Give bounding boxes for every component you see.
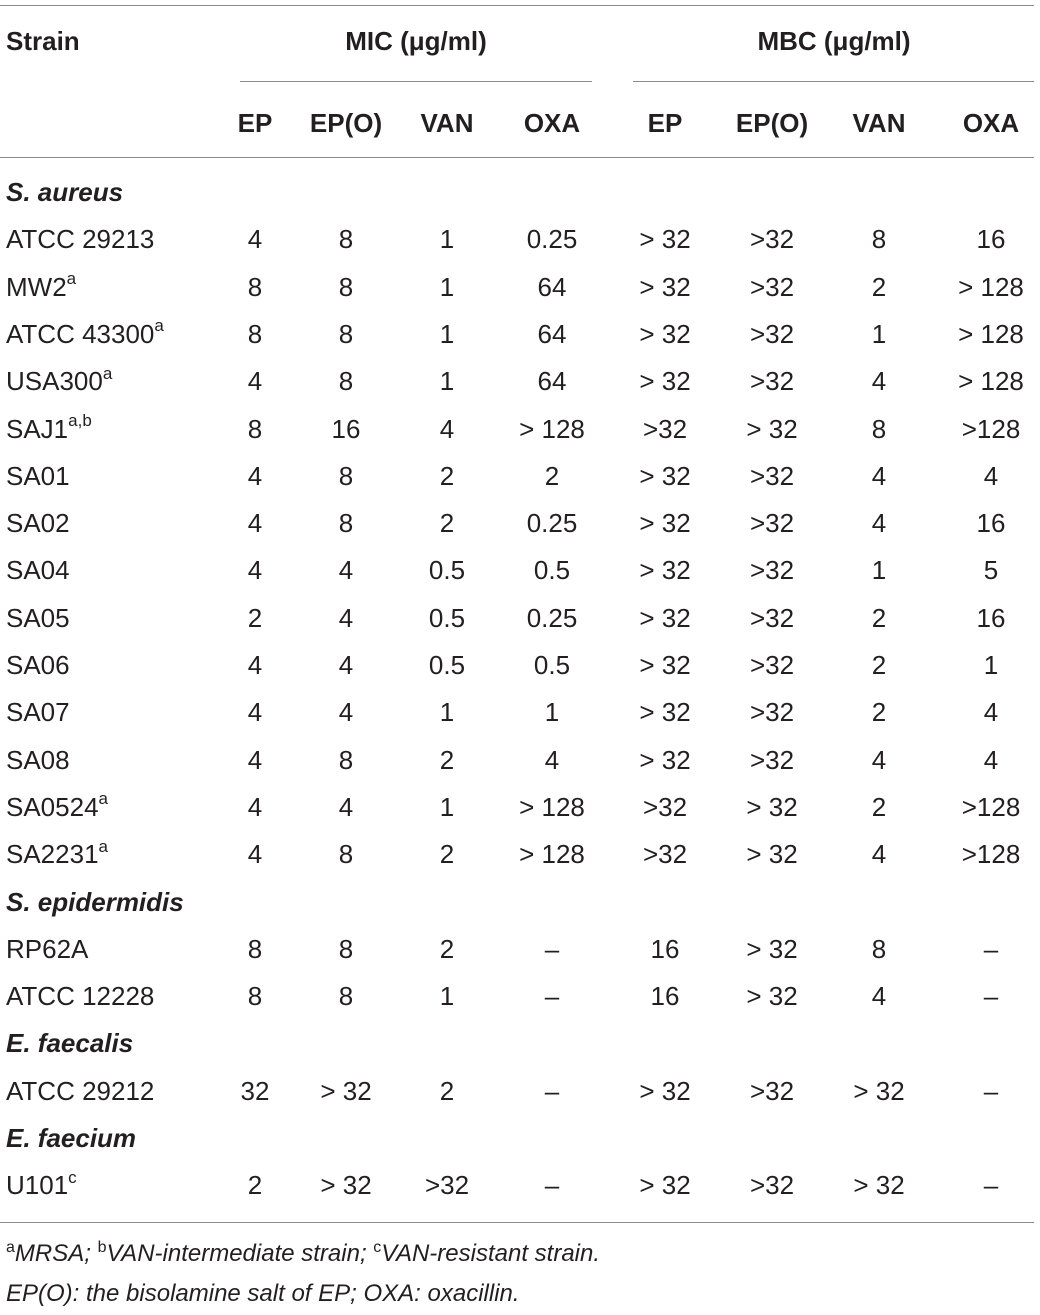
mbc-group-rule [633, 81, 1034, 82]
footnote-marker: a,b [68, 410, 92, 430]
table-bottom-rule [0, 1222, 1034, 1223]
table-cell: >128 [961, 413, 1021, 444]
table-cell: 1 [439, 366, 455, 397]
table-cell: 4 [871, 460, 887, 491]
table-cell: 4 [338, 650, 354, 680]
table-cell: 2 [871, 650, 887, 680]
table-cell: >128 [961, 839, 1021, 870]
table-cell: > 32 [746, 933, 798, 964]
table-cell: 16 [976, 602, 1006, 633]
table-cell: 4 [247, 744, 263, 775]
column-header-oxa-mbc: OXA [962, 108, 1020, 138]
table-cell: >32 [749, 555, 795, 586]
table-cell: 4 [871, 981, 887, 1012]
column-header-van-mic: VAN [420, 108, 474, 138]
footnote-marker: a [98, 836, 108, 856]
table-cell: > 32 [320, 1170, 372, 1201]
table-cell: 8 [338, 366, 354, 397]
table-cell: > 32 [746, 413, 798, 444]
table-cell: >32 [749, 224, 795, 255]
table-cell: 2 [439, 508, 455, 539]
table-cell: 2 [439, 744, 455, 775]
table-cell: 16 [331, 413, 361, 444]
table-cell: 1 [439, 981, 455, 1012]
table-cell: 8 [338, 744, 354, 775]
footnote-marker: a [102, 363, 113, 383]
strain-name: ATCC 29212 [6, 1075, 155, 1106]
table-cell: 0.5 [428, 602, 466, 633]
table-cell: >32 [424, 1170, 470, 1201]
table-cell: > 32 [639, 697, 691, 728]
footnote-marker: a [98, 789, 108, 809]
table-cell: 2 [871, 791, 887, 822]
table-cell: > 32 [639, 460, 691, 491]
table-cell: 0.5 [533, 555, 571, 586]
table-cell: > 128 [958, 271, 1024, 302]
table-cell: 0.25 [526, 602, 578, 633]
table-cell: > 128 [958, 366, 1024, 397]
table-cell: 8 [338, 318, 354, 349]
table-cell: 2 [871, 271, 887, 302]
column-header-ep-mic: EP [237, 108, 273, 138]
table-cell: – [983, 1075, 999, 1106]
table-cell: >128 [961, 791, 1021, 822]
table-cell: 8 [338, 981, 354, 1012]
strain-name: SA08 [6, 744, 70, 775]
table-cell: 1 [871, 318, 887, 349]
table-cell: 4 [247, 508, 263, 539]
footnote-line-1: $^a$MRSA; $^b$VAN-intermediate strain; $^c$VAN-resistant strain. [6, 1239, 601, 1267]
table-cell: 16 [650, 981, 680, 1012]
table-cell: 2 [439, 933, 455, 964]
strain-name: SA02 [6, 508, 70, 539]
table-cell: >32 [642, 791, 688, 822]
table-cell: 2 [247, 1170, 263, 1201]
table-cell: 0.5 [428, 555, 466, 586]
header-mic: MIC (μg/ml) [345, 26, 487, 56]
table-cell: 4 [247, 839, 263, 870]
table-cell: 8 [338, 271, 354, 302]
table-cell: 2 [871, 697, 887, 728]
group-header: S. aureus [6, 177, 124, 207]
table-cell: 4 [247, 697, 263, 728]
table-cell: 4 [247, 791, 263, 822]
column-header-van-mbc: VAN [852, 108, 906, 138]
table-cell: 8 [871, 413, 887, 444]
table-cell: 4 [871, 744, 887, 775]
table-cell: >32 [749, 508, 795, 539]
table-cell: 0.5 [533, 650, 571, 680]
footnote-line-2: EP(O): the bisolamine salt of EP; OXA: oxacillin. [6, 1280, 520, 1307]
table-cell: 1 [439, 697, 455, 728]
strain-name: U101$^c$ [6, 1167, 77, 1201]
strain-name: MW2$^a$ [6, 268, 77, 302]
table-cell: 2 [544, 460, 560, 491]
table-cell: >32 [749, 1075, 795, 1106]
table-cell: 2 [439, 1075, 455, 1106]
table-cell: >32 [749, 1170, 795, 1201]
table-cell: > 32 [639, 366, 691, 397]
strain-name: SA0524$^a$ [6, 789, 108, 822]
table-cell: 4 [247, 224, 263, 255]
table-cell: > 32 [746, 981, 798, 1012]
strain-name: SA05 [6, 602, 70, 633]
table-cell: 2 [439, 839, 455, 870]
table-cell: 0.25 [526, 224, 578, 255]
table-cell: >32 [749, 318, 795, 349]
table-cell: 1 [439, 318, 455, 349]
table-cell: > 32 [853, 1075, 905, 1106]
table-cell: > 32 [639, 271, 691, 302]
mic-group-rule [240, 81, 592, 82]
table-cell: 16 [650, 933, 680, 964]
footnote-marker: a [66, 268, 77, 288]
table-cell: – [983, 933, 999, 964]
table-cell: 4 [338, 555, 354, 586]
table-cell: 4 [983, 460, 999, 491]
table-cell: 4 [871, 508, 887, 539]
header-bottom-rule [0, 157, 1034, 158]
strain-name: ATCC 43300$^a$ [6, 316, 164, 349]
table-cell: 1 [439, 271, 455, 302]
table-cell: 16 [976, 224, 1006, 255]
table-top-rule [0, 5, 1034, 6]
table-cell: 8 [247, 981, 263, 1012]
table-cell: 2 [871, 602, 887, 633]
table-cell: > 32 [639, 744, 691, 775]
table-cell: 8 [338, 933, 354, 964]
table-cell: 32 [240, 1075, 270, 1106]
table-cell: > 32 [639, 508, 691, 539]
strain-name: SAJ1$^{a,b}$ [6, 410, 92, 444]
table-cell: 1 [871, 555, 887, 586]
strain-name: SA04 [6, 555, 70, 586]
table-cell: – [983, 981, 999, 1012]
table-cell: 8 [871, 933, 887, 964]
table-cell: 4 [544, 744, 560, 775]
strain-name: SA01 [6, 460, 70, 491]
table-cell: 8 [871, 224, 887, 255]
table-cell: > 32 [746, 791, 798, 822]
strain-name: ATCC 12228 [6, 981, 155, 1012]
table-cell: 4 [247, 366, 263, 397]
table-cell: 0.5 [428, 650, 466, 680]
table-cell: 2 [439, 460, 455, 491]
table-cell: > 128 [519, 791, 585, 822]
table-cell: 4 [871, 839, 887, 870]
table-cell: 4 [983, 697, 999, 728]
table-cell: >32 [749, 460, 795, 491]
table-cell: 4 [247, 555, 263, 586]
table-cell: 8 [338, 508, 354, 539]
footnote-marker: a [154, 316, 164, 336]
table-cell: 1 [983, 650, 999, 680]
table-cell: 64 [537, 318, 567, 349]
table-cell: > 32 [639, 1075, 691, 1106]
table-cell: > 32 [639, 318, 691, 349]
table-cell: 8 [247, 271, 263, 302]
table-cell: > 32 [853, 1170, 905, 1201]
table-cell: – [544, 981, 560, 1012]
table-cell: > 32 [639, 1170, 691, 1201]
table-cell: > 32 [639, 602, 691, 633]
table-cell: >32 [749, 602, 795, 633]
table-cell: 8 [247, 318, 263, 349]
column-header-epo-mbc: EP(O) [735, 108, 809, 138]
table-cell: >32 [749, 650, 795, 680]
column-header-epo-mic: EP(O) [309, 108, 383, 138]
strain-name: USA300$^a$ [6, 363, 113, 397]
table-cell: > 32 [639, 224, 691, 255]
table-cell: > 32 [320, 1075, 372, 1106]
table-cell: 4 [338, 697, 354, 728]
table-cell: >32 [749, 271, 795, 302]
table-cell: 1 [439, 791, 455, 822]
group-header: E. faecium [6, 1123, 137, 1153]
table-cell: >32 [749, 744, 795, 775]
table-cell: 1 [544, 697, 560, 728]
table-cell: 64 [537, 366, 567, 397]
table-cell: >32 [749, 366, 795, 397]
table-cell: 4 [983, 744, 999, 775]
table-cell: > 128 [519, 413, 585, 444]
table-cell: – [544, 933, 560, 964]
strain-name: ATCC 29213 [6, 224, 155, 255]
header-strain: Strain [6, 26, 80, 56]
table-cell: 4 [871, 366, 887, 397]
table-cell: > 32 [639, 650, 691, 680]
header-mbc: MBC (μg/ml) [757, 26, 911, 56]
table-cell: 16 [976, 508, 1006, 539]
table-cell: 8 [338, 839, 354, 870]
table-cell: > 128 [958, 318, 1024, 349]
table-cell: 2 [247, 602, 263, 633]
table-cell: 1 [439, 224, 455, 255]
strain-name: SA2231$^a$ [6, 836, 108, 870]
table-cell: 0.25 [526, 508, 578, 539]
table-cell: – [983, 1170, 999, 1201]
table-cell: – [544, 1075, 560, 1106]
table-cell: 4 [247, 460, 263, 491]
footnote-marker: c [68, 1167, 77, 1187]
strain-name: SA06 [6, 650, 70, 680]
group-header: E. faecalis [6, 1028, 134, 1059]
table-cell: 4 [247, 650, 263, 680]
table-cell: 64 [537, 271, 567, 302]
table-cell: 4 [338, 791, 354, 822]
strain-name: SA07 [6, 697, 70, 728]
column-header-oxa-mic: OXA [523, 108, 581, 138]
table-cell: > 128 [519, 839, 585, 870]
table-cell: 8 [247, 933, 263, 964]
table-cell: 4 [439, 413, 455, 444]
table-cell: 4 [338, 602, 354, 633]
table-cell: 8 [338, 460, 354, 491]
table-cell: – [544, 1170, 560, 1201]
strain-name: RP62A [6, 933, 89, 964]
table-cell: 8 [338, 224, 354, 255]
table-cell: 8 [247, 413, 263, 444]
table-cell: > 32 [639, 555, 691, 586]
table-cell: >32 [749, 697, 795, 728]
table-cell: 5 [983, 555, 999, 586]
group-header: S. epidermidis [6, 886, 184, 917]
table-cell: >32 [642, 413, 688, 444]
column-header-ep-mbc: EP [647, 108, 683, 138]
table-cell: >32 [642, 839, 688, 870]
table-cell: > 32 [746, 839, 798, 870]
